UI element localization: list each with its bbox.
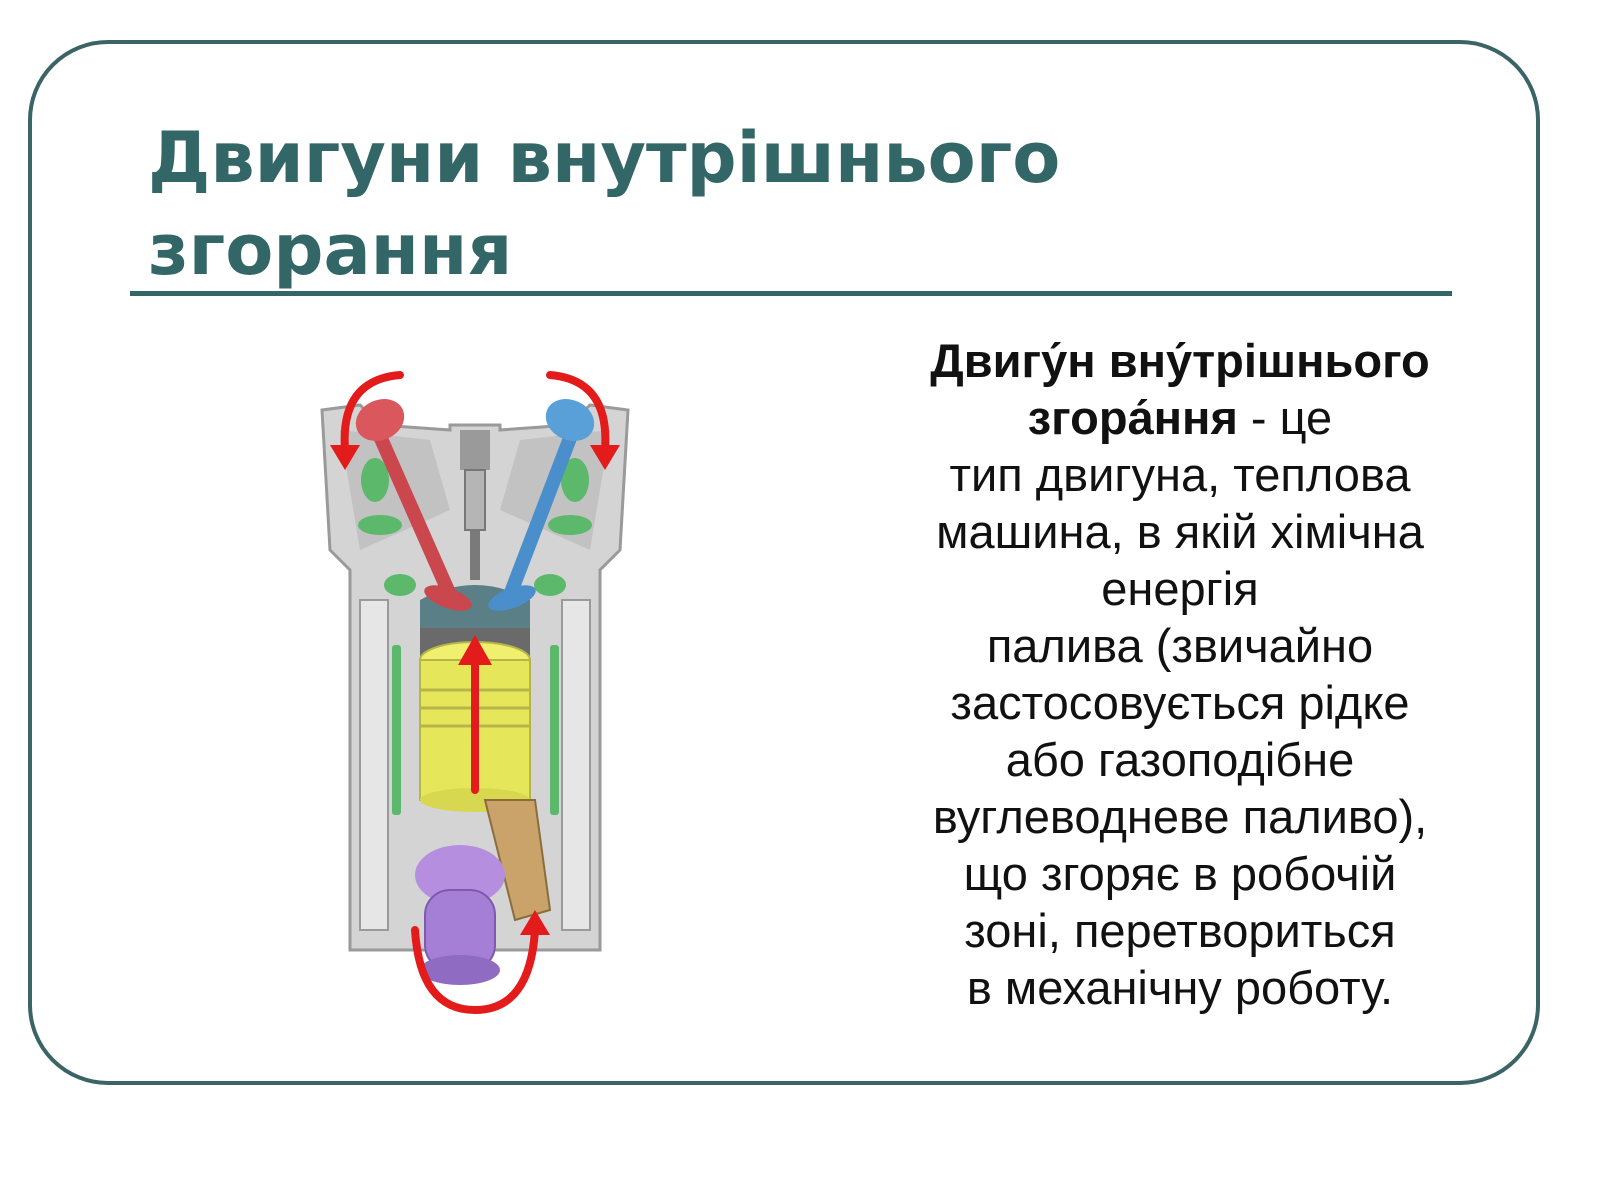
definition-term-line-2: [830, 389, 1530, 446]
definition-term-part-2: згора́ння: [1027, 391, 1238, 444]
definition-text: [830, 332, 1530, 1016]
engine-cutaway-illustration: [300, 330, 650, 1020]
definition-body-line: застосовується рідке: [950, 676, 1410, 729]
definition-body-line: або газоподібне: [1005, 733, 1355, 786]
definition-term-part-1: Двигу́н вну́трішнього: [930, 334, 1430, 387]
title-line-1: Двигуни внутрішнього: [148, 117, 1061, 199]
definition-term-suffix: - це: [1237, 391, 1333, 444]
slide-title: [148, 112, 1348, 296]
crankshaft: [415, 845, 505, 985]
title-divider: [130, 291, 1452, 296]
definition-body-line: тип двигуна, теплова: [949, 448, 1411, 501]
definition-body-line: палива (звичайно: [986, 619, 1374, 672]
definition-body-line: в механічну роботу.: [966, 961, 1394, 1014]
title-line-2: згорання: [148, 209, 513, 291]
definition-body-line: вуглеводневе паливо),: [932, 790, 1428, 843]
definition-body-line: зоні, перетвориться: [964, 904, 1396, 957]
definition-body-line: енергія: [1101, 562, 1259, 615]
definition-body-line: що згоряє в робочій: [963, 847, 1397, 900]
definition-body-line: машина, в якій хімічна: [936, 505, 1424, 558]
definition-term-line-1: [830, 332, 1530, 389]
